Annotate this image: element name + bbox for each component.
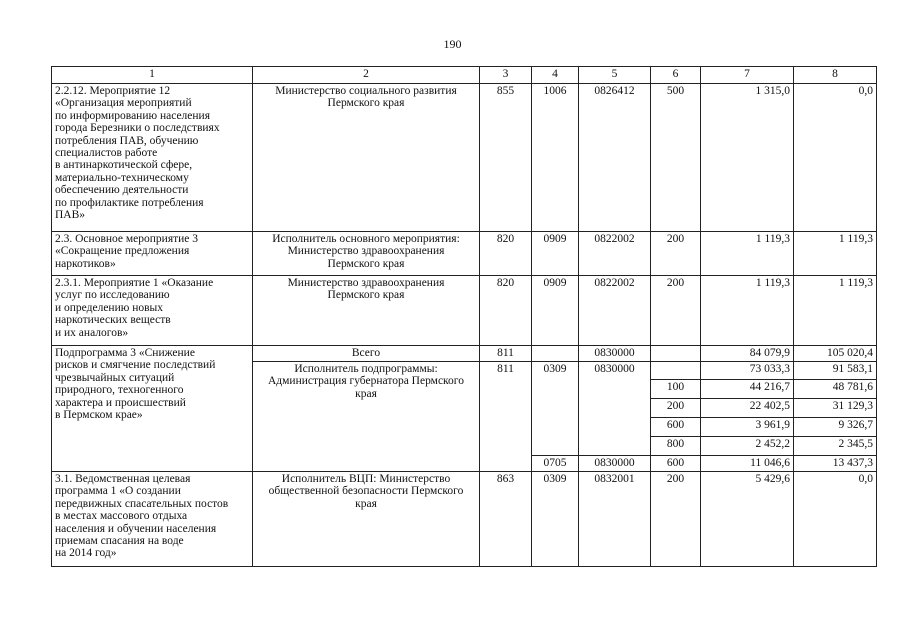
amount-col7: 1 119,3 bbox=[701, 232, 794, 276]
page-number: 190 bbox=[443, 37, 462, 51]
amount-col8: 0,0 bbox=[794, 472, 877, 567]
header-col-7: 7 bbox=[701, 67, 794, 84]
amount-col7: 1 315,0 bbox=[701, 84, 794, 232]
amount-col8: 31 129,3 bbox=[794, 399, 877, 418]
code-grbs: 820 bbox=[480, 276, 532, 346]
amount-col7: 1 119,3 bbox=[701, 276, 794, 346]
code-target: 0826412 bbox=[579, 84, 651, 232]
budget-table bbox=[51, 66, 877, 567]
activity-name: 2.2.12. Мероприятие 12 «Организация мероприятий по информированию населения города Березники о последствиях потребления ПАВ, обучению специалистов работе в антинаркотической сфере, материально-техническому обеспечению деятельности по профилактике потребления ПАВ» bbox=[52, 84, 253, 232]
header-col-1: 1 bbox=[52, 67, 253, 84]
amount-col8: 2 345,5 bbox=[794, 437, 877, 456]
executor: Министерство социального развития Пермского края bbox=[253, 84, 480, 232]
amount-col8: 0,0 bbox=[794, 84, 877, 232]
amount-col7: 44 216,7 bbox=[701, 380, 794, 399]
executor: Министерство здравоохранения Пермского края bbox=[253, 276, 480, 346]
table-row-2-3-1 bbox=[52, 276, 877, 346]
code-section: 1006 bbox=[532, 84, 579, 232]
executor: Исполнитель ВЦП: Министерство общественной безопасности Пермского края bbox=[253, 472, 480, 567]
amount-col7: 11 046,6 bbox=[701, 456, 794, 472]
activity-name: 2.3.1. Мероприятие 1 «Оказание услуг по исследованию и определению новых наркотических веществ и их аналогов» bbox=[52, 276, 253, 346]
code-target: 0830000 bbox=[579, 362, 651, 456]
header-col-4: 4 bbox=[532, 67, 579, 84]
amount-col7: 5 429,6 bbox=[701, 472, 794, 567]
amount-col7: 73 033,3 bbox=[701, 362, 794, 380]
subprogram-name: Подпрограмма 3 «Снижение рисков и смягчение последствий чрезвычайных ситуаций природного, техногенного характера и происшествий в Пермском крае» bbox=[52, 346, 253, 472]
amount-col8: 48 781,6 bbox=[794, 380, 877, 399]
code-expense: 800 bbox=[651, 437, 701, 456]
code-target: 0822002 bbox=[579, 232, 651, 276]
code-target: 0822002 bbox=[579, 276, 651, 346]
code-section: 0909 bbox=[532, 276, 579, 346]
code-section: 0705 bbox=[532, 456, 579, 472]
header-col-5: 5 bbox=[579, 67, 651, 84]
amount-col8: 91 583,1 bbox=[794, 362, 877, 380]
code-expense: 200 bbox=[651, 232, 701, 276]
code-expense bbox=[651, 346, 701, 362]
code-expense: 200 bbox=[651, 472, 701, 567]
code-section bbox=[532, 346, 579, 362]
executor: Исполнитель основного мероприятия: Министерство здравоохранения Пермского края bbox=[253, 232, 480, 276]
table-row-2-2-12 bbox=[52, 84, 877, 232]
code-grbs: 811 bbox=[480, 362, 532, 472]
header-col-2: 2 bbox=[253, 67, 480, 84]
table-row-3-1 bbox=[52, 472, 877, 567]
code-target: 0832001 bbox=[579, 472, 651, 567]
code-grbs: 863 bbox=[480, 472, 532, 567]
code-section: 0309 bbox=[532, 362, 579, 456]
code-target: 0830000 bbox=[579, 346, 651, 362]
code-expense: 600 bbox=[651, 456, 701, 472]
code-section: 0909 bbox=[532, 232, 579, 276]
code-expense: 100 bbox=[651, 380, 701, 399]
table-row-subprogram3-total bbox=[52, 346, 877, 362]
code-expense: 500 bbox=[651, 84, 701, 232]
amount-col7: 3 961,9 bbox=[701, 418, 794, 437]
amount-col8: 105 020,4 bbox=[794, 346, 877, 362]
executor: Исполнитель подпрограммы: Администрация губернатора Пермского края bbox=[253, 362, 480, 472]
header-col-8: 8 bbox=[794, 67, 877, 84]
code-grbs: 811 bbox=[480, 346, 532, 362]
header-col-3: 3 bbox=[480, 67, 532, 84]
code-expense bbox=[651, 362, 701, 380]
code-grbs: 855 bbox=[480, 84, 532, 232]
activity-name: 2.3. Основное мероприятие 3 «Сокращение предложения наркотиков» bbox=[52, 232, 253, 276]
amount-col8: 1 119,3 bbox=[794, 232, 877, 276]
total-label: Всего bbox=[253, 346, 480, 362]
amount-col8: 1 119,3 bbox=[794, 276, 877, 346]
amount-col7: 2 452,2 bbox=[701, 437, 794, 456]
code-expense: 200 bbox=[651, 276, 701, 346]
code-expense: 200 bbox=[651, 399, 701, 418]
amount-col8: 9 326,7 bbox=[794, 418, 877, 437]
activity-name: 3.1. Ведомственная целевая программа 1 «О создании передвижных спасательных постов в местах массового отдыха населения и обучении населения приемам спасания на воде на 2014 год» bbox=[52, 472, 253, 567]
header-col-6: 6 bbox=[651, 67, 701, 84]
amount-col7: 22 402,5 bbox=[701, 399, 794, 418]
amount-col8: 13 437,3 bbox=[794, 456, 877, 472]
code-grbs: 820 bbox=[480, 232, 532, 276]
amount-col7: 84 079,9 bbox=[701, 346, 794, 362]
code-target: 0830000 bbox=[579, 456, 651, 472]
code-section: 0309 bbox=[532, 472, 579, 567]
code-expense: 600 bbox=[651, 418, 701, 437]
header-row bbox=[52, 67, 877, 84]
table-row-2-3 bbox=[52, 232, 877, 276]
